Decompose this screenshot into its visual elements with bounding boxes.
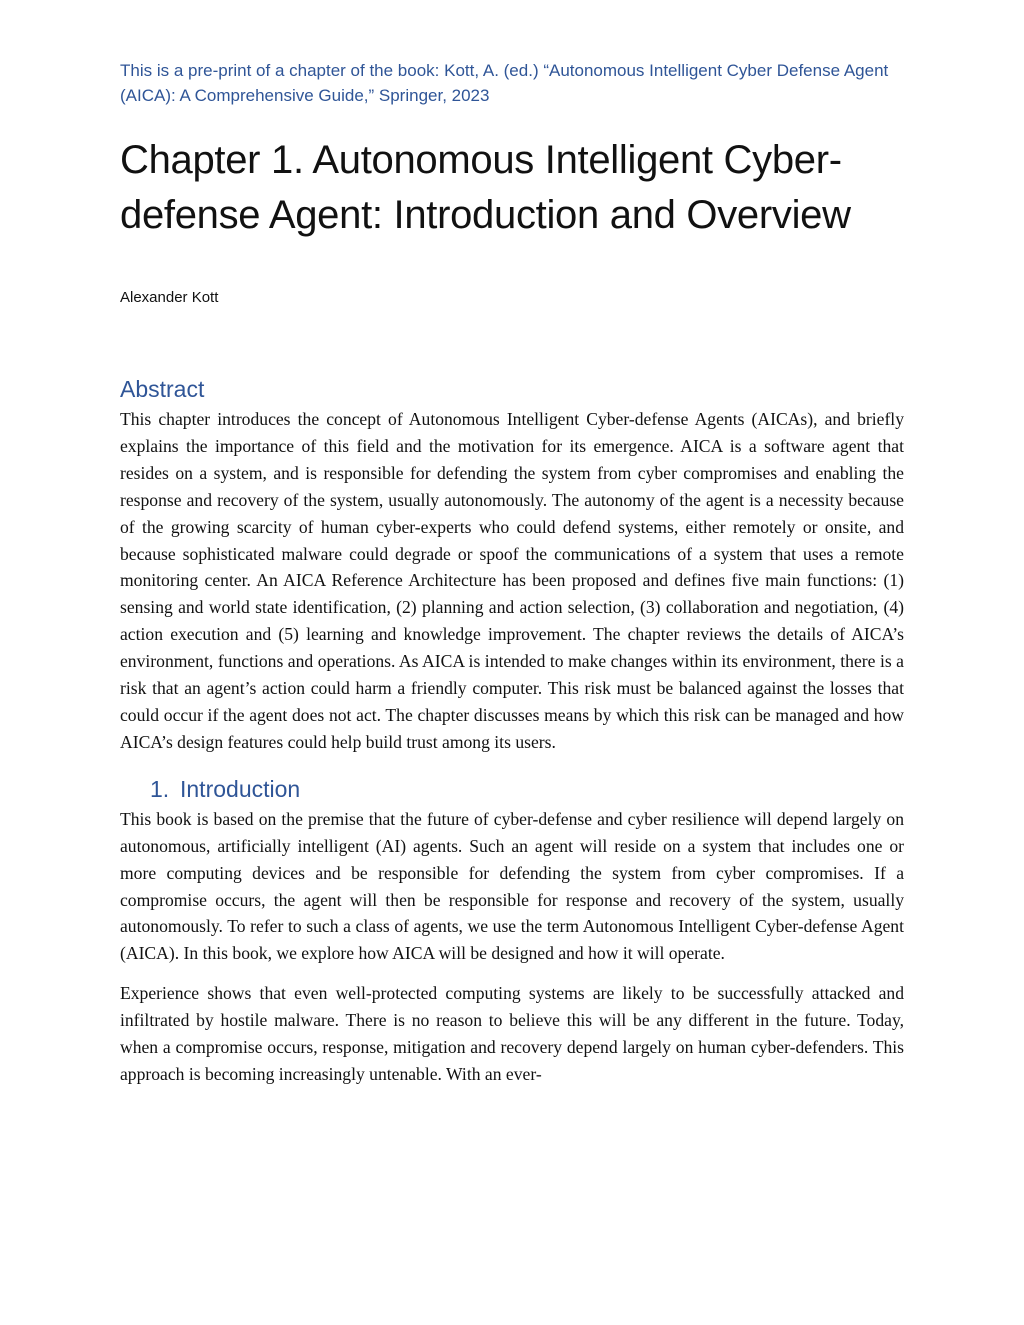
author-name: Alexander Kott: [120, 289, 219, 306]
abstract-heading: Abstract: [120, 376, 205, 402]
intro-paragraph-1: This book is based on the premise that the future of cyber-defense and cyber resilience will depend largely on autonomous, artificially intelligent (AI) agents. Such an agent will reside on a system that includes one or more computing devices and be responsible for defending the system from cyber compromises. If a compromise occurs, the agent will then be responsible for response and recovery of the system, usually autonomously. To refer to such a class of agents, we use the term Autonomous Intelligent Cyber-defense Agent (AICA). In this book, we explore how AICA will be designed and how it will operate.: [120, 808, 904, 964]
document-page: [120, 58, 904, 1088]
chapter-title: Chapter 1. Autonomous Intelligent Cyber-defense Agent: Introduction and Overview: [120, 138, 851, 237]
introduction-heading: [120, 774, 904, 804]
intro-paragraph-2: Experience shows that even well-protected computing systems are likely to be successfully attacked and infiltrated by hostile malware. There is no reason to believe this will be any different in the future. Today, when a compromise occurs, response, mitigation and recovery depend largely on human cyber-defenders. This approach is becoming increasingly untenable. With an ever-: [120, 983, 904, 1084]
preprint-note: This is a pre-print of a chapter of the book: Kott, A. (ed.) “Autonomous Intelligent Cyber Defense Agent (AICA): A Comprehensive Guide,” Springer, 2023: [120, 61, 889, 105]
abstract-text: This chapter introduces the concept of Autonomous Intelligent Cyber-defense Agents (AICAs), and briefly explains the importance of this field and the motivation for its emergence. AICA is a software agent that resides on a system, and is responsible for defending the system from cyber compromises and enabling the response and recovery of the system, usually autonomously. The autonomy of the agent is a necessity because of the growing scarcity of human cyber-experts who could defend systems, either remotely or onsite, and because sophisticated malware could degrade or spoof the communications of a system that uses a remote monitoring center. An AICA Reference Architecture has been proposed and defines five main functions: (1) sensing and world state identification, (2) planning and action selection, (3) collaboration and negotiation, (4) action execution and (5) learning and knowledge improvement. The chapter reviews the details of AICA’s environment, functions and operations. As AICA is intended to make changes within its environment, there is a risk that an agent’s action could harm a friendly computer. This risk must be balanced against the losses that could occur if the agent does not act. The chapter discusses means by which this risk can be managed and how AICA’s design features could help build trust among its users.: [120, 409, 904, 752]
section-title: Introduction: [180, 775, 301, 802]
section-number: 1.: [150, 775, 170, 802]
